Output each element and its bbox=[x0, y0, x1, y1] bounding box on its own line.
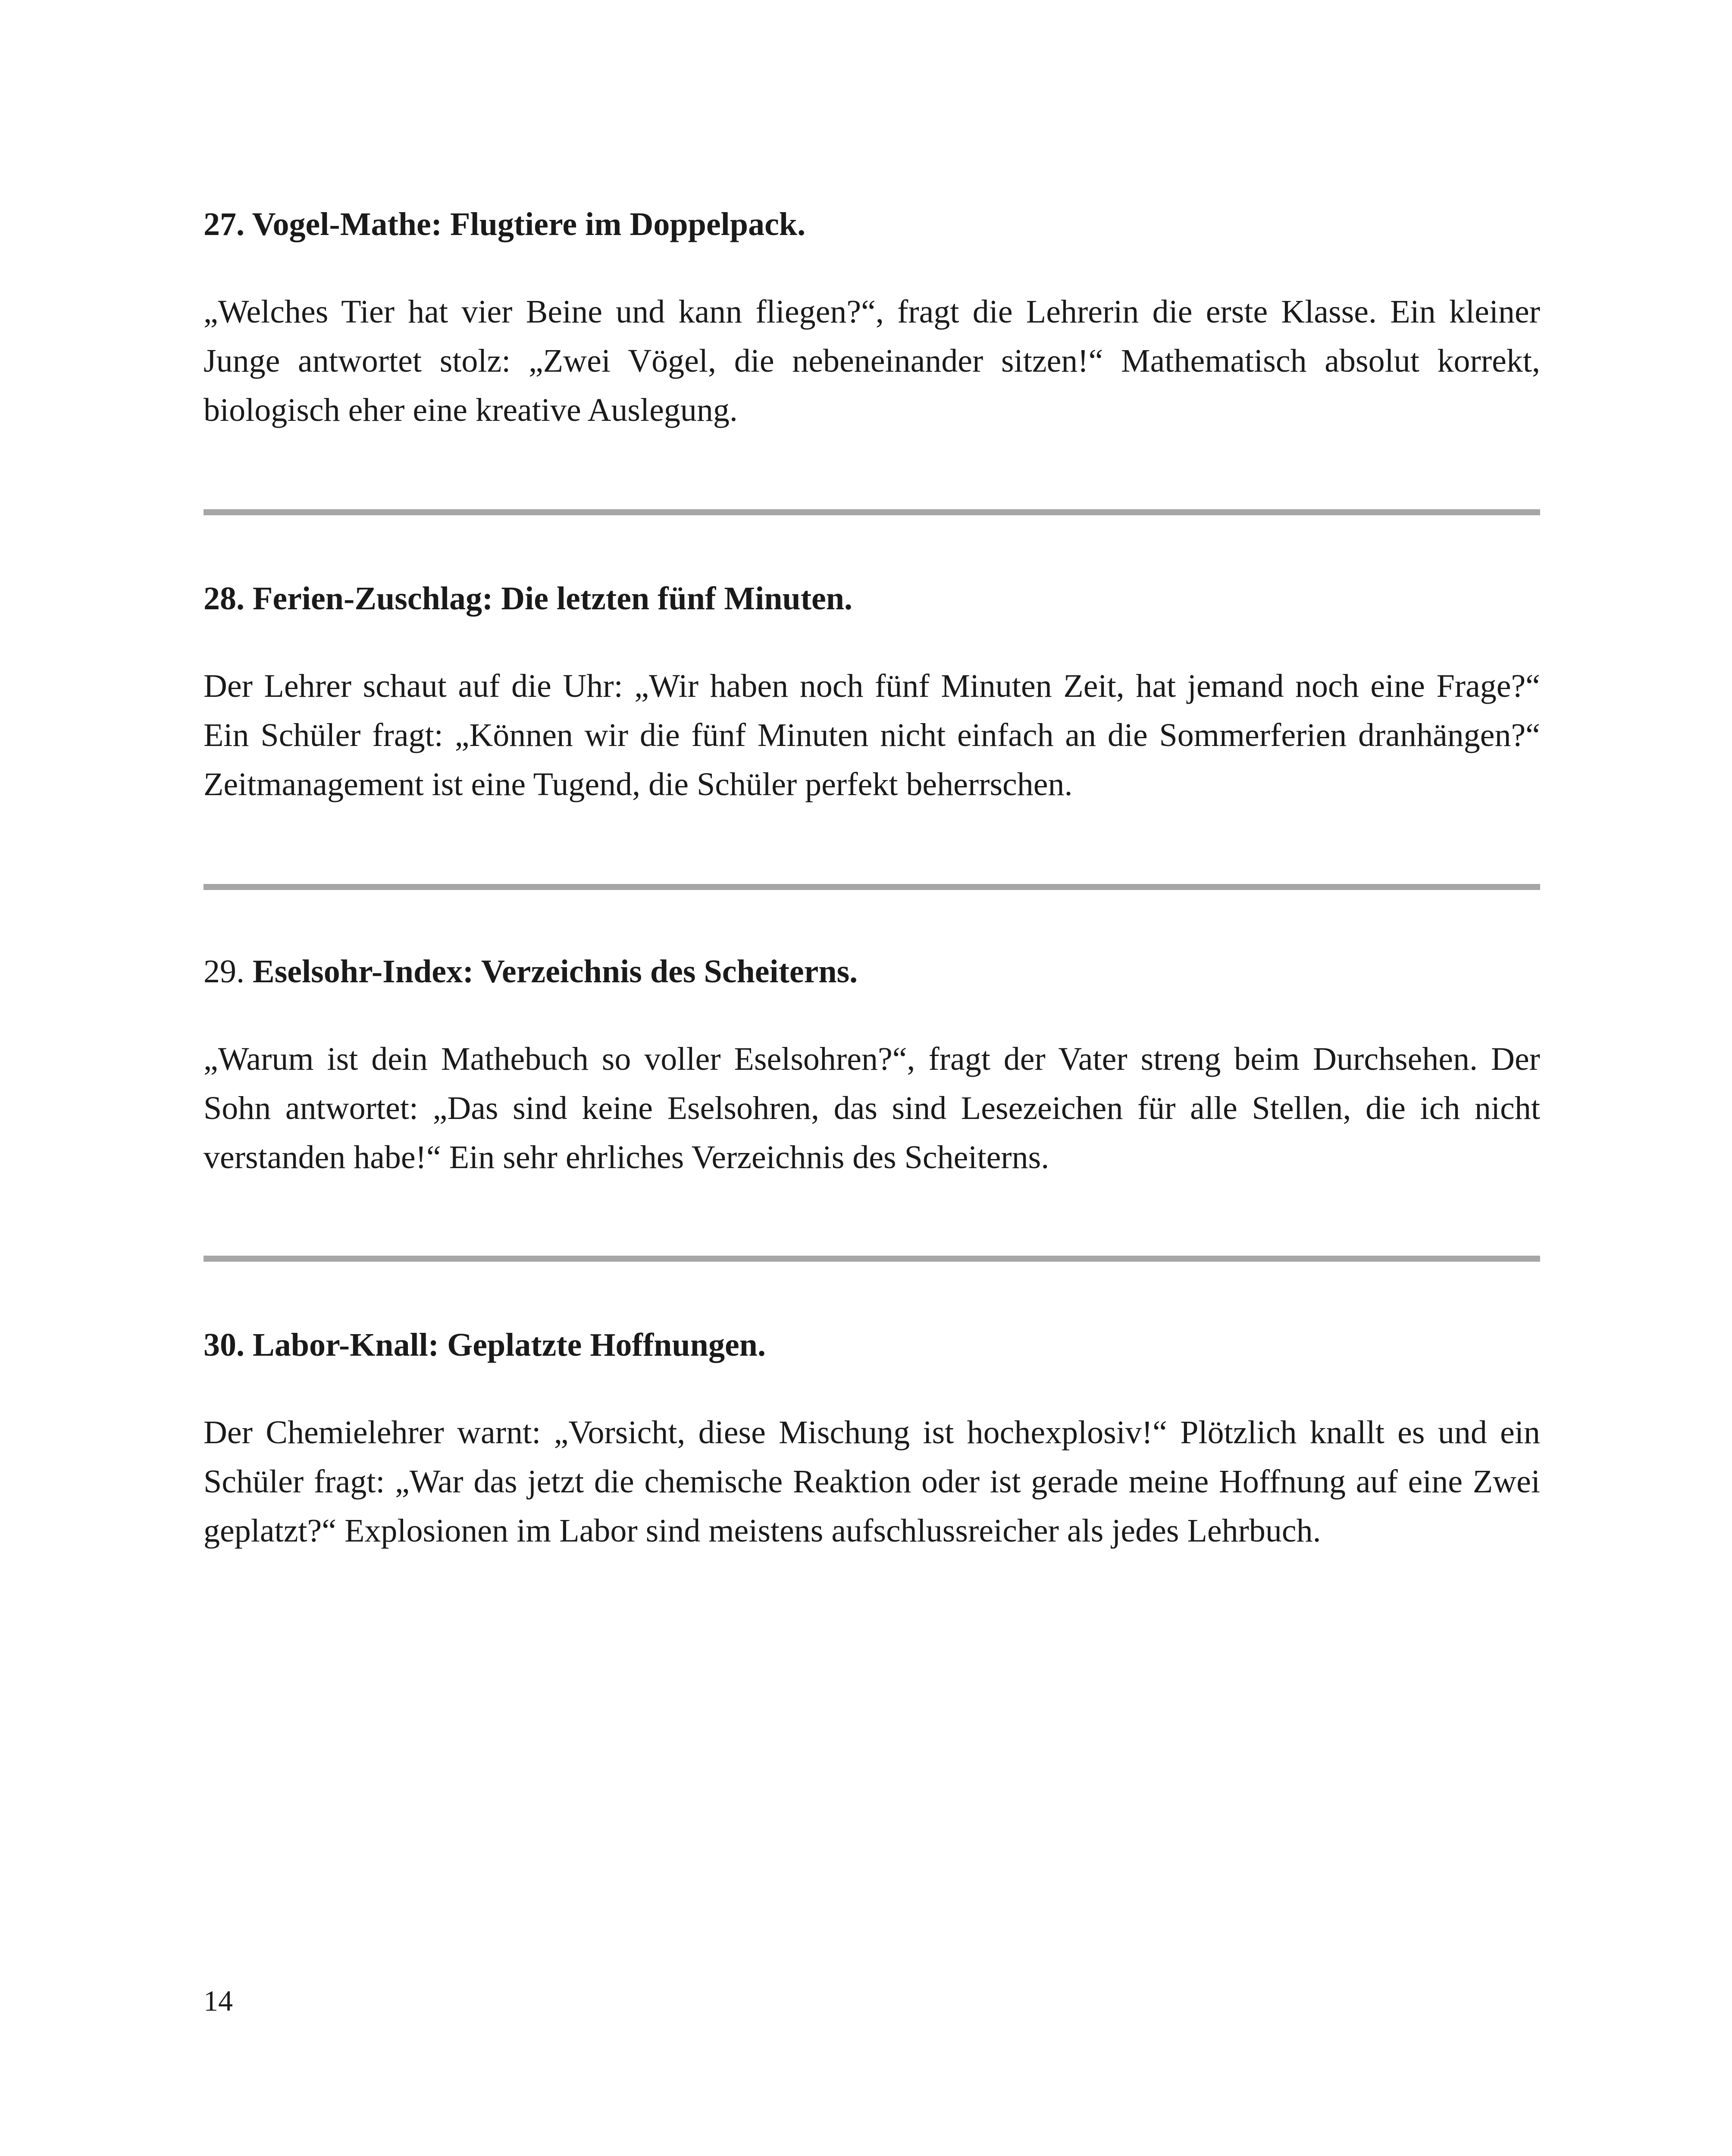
section-number: 27. bbox=[204, 206, 244, 242]
section-heading bbox=[204, 950, 1540, 993]
section-title: Labor-Knall: Geplatzte Hoffnungen. bbox=[253, 1327, 766, 1363]
joke-section-30 bbox=[204, 1323, 1540, 1555]
section-title: Ferien-Zuschlag: Die letzten fünf Minuten. bbox=[253, 580, 853, 617]
section-heading bbox=[204, 577, 1540, 620]
section-divider bbox=[204, 884, 1540, 890]
section-number: 29. bbox=[204, 953, 244, 990]
section-body: „Warum ist dein Mathebuch so voller Eselsohren?“, fragt der Vater streng beim Durchsehen. Der Sohn antwortet: „Das sind keine Eselsohren, das sind Lesezeichen für alle Stellen, die ich nicht verstanden habe!“ Ein sehr ehrliches Verzeichnis des Scheiterns. bbox=[204, 1041, 1540, 1175]
section-body: Der Chemielehrer warnt: „Vorsicht, diese Mischung ist hochexplosiv!“ Plötzlich knallt es und ein Schüler fragt: „War das jetzt die chemische Reaktion oder ist gerade meine Hoffnung auf eine Zwei geplatzt?“ Explosionen im Labor sind meistens aufschlussreicher als jedes Lehrbuch. bbox=[204, 1414, 1540, 1549]
section-title: Vogel-Mathe: Flugtiere im Doppelpack. bbox=[252, 206, 806, 242]
section-number: 28. bbox=[204, 580, 244, 617]
joke-section-29 bbox=[204, 950, 1540, 1182]
joke-section-27 bbox=[204, 203, 1540, 435]
section-body: Der Lehrer schaut auf die Uhr: „Wir haben noch fünf Minuten Zeit, hat jemand noch eine Frage?“ Ein Schüler fragt: „Können wir die fünf Minuten nicht einfach an die Sommerferien dranhängen?“ Zeitmanagement ist eine Tugend, die Schüler perfekt beherrschen. bbox=[204, 668, 1540, 802]
section-divider bbox=[204, 509, 1540, 515]
section-heading bbox=[204, 203, 1540, 246]
section-heading bbox=[204, 1323, 1540, 1366]
joke-section-28 bbox=[204, 577, 1540, 809]
section-divider bbox=[204, 1256, 1540, 1262]
section-title: Eselsohr-Index: Verzeichnis des Scheiterns. bbox=[253, 953, 858, 990]
section-body: „Welches Tier hat vier Beine und kann fliegen?“, fragt die Lehrerin die erste Klasse. Ein kleiner Junge antwortet stolz: „Zwei Vögel, die nebeneinander sitzen!“ Mathematisch absolut korrekt, biologisch eher eine kreative Auslegung. bbox=[204, 294, 1540, 428]
section-number: 30. bbox=[204, 1327, 244, 1363]
page-number: 14 bbox=[204, 1984, 233, 2017]
